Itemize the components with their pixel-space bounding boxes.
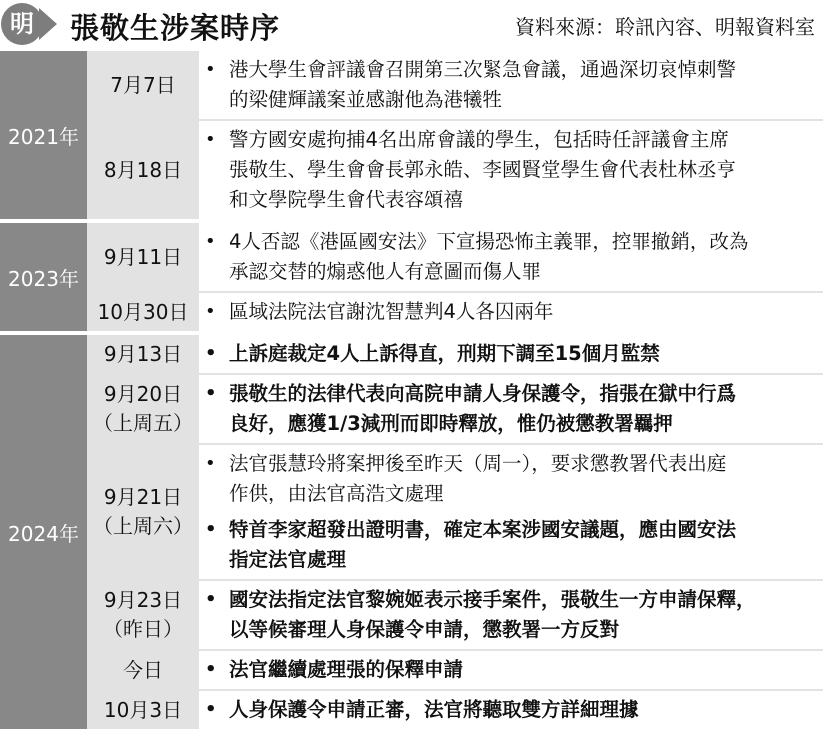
date-cell [89, 691, 197, 729]
year-label: 2024年 [0, 335, 87, 729]
date-label: （昨日） [103, 617, 183, 641]
date-label: 7月7日 [110, 72, 176, 97]
timeline-row [89, 445, 823, 579]
date-label: 9月20日 [103, 382, 183, 406]
date-cell [89, 581, 197, 649]
event-text [229, 55, 819, 115]
event-line: 警方國安處拘捕4名出席會議的學生，包括時任評議會主席 [229, 128, 729, 151]
event-line: 作供，由法官高浩文處理 [229, 482, 444, 505]
logo-char: 明 [1, 3, 43, 45]
timeline-row [89, 51, 823, 119]
bullet-icon: • [205, 129, 216, 150]
source-note: 資料來源：聆訊內容、明報資料室 [515, 15, 815, 39]
date-cell [89, 651, 197, 689]
event-text [229, 379, 819, 439]
event-item [199, 55, 823, 115]
ming-pao-logo-icon [1, 3, 59, 45]
event-line: 的梁健輝議案並感謝他為港犧牲 [229, 88, 503, 111]
bullet-icon: • [205, 301, 216, 322]
year-block [0, 335, 823, 729]
date-cell [89, 375, 197, 443]
date-label: 10月30日 [97, 299, 189, 324]
timeline-row [89, 651, 823, 689]
event-cell [199, 375, 823, 443]
bullet-icon: • [205, 59, 216, 80]
bullet-icon: • [205, 383, 217, 404]
timeline-row [89, 335, 823, 373]
date-cell [89, 293, 197, 331]
date-label: 9月13日 [103, 341, 183, 366]
event-cell [199, 651, 823, 689]
event-text [229, 449, 819, 509]
timeline-row [89, 121, 823, 219]
event-text [229, 585, 819, 645]
event-text [229, 227, 819, 287]
year-block [0, 51, 823, 219]
event-item [199, 585, 823, 645]
event-line: 和文學院學生會代表容頌禧 [229, 188, 464, 211]
event-line: 法官張慧玲將案押後至昨天（周一），要求懲教署代表出庭 [229, 452, 727, 475]
date-label: 9月21日 [103, 485, 183, 509]
event-line: 張敬生、學生會會長郭永皓、李國賢堂學生會代表杜林丞亨 [229, 158, 737, 181]
date-label: 10月3日 [103, 697, 183, 722]
date-cell [89, 223, 197, 291]
timeline-row [89, 581, 823, 649]
event-item [199, 339, 823, 369]
bullet-icon: • [205, 659, 217, 680]
event-item [199, 515, 823, 575]
date-label: 9月11日 [103, 244, 183, 269]
event-text [229, 125, 819, 215]
event-cell [199, 691, 823, 729]
event-cell [199, 121, 823, 219]
event-text [229, 695, 819, 725]
event-line: 承認交替的煽惑他人有意圖而傷人罪 [229, 260, 542, 283]
event-cell [199, 51, 823, 119]
event-text [229, 339, 819, 369]
date-cell [89, 445, 197, 579]
bullet-icon: • [205, 453, 216, 474]
date-label: 8月18日 [103, 157, 183, 182]
event-line: 人身保護令申請正審，法官將聽取雙方詳細理據 [229, 698, 639, 721]
event-item [199, 379, 823, 439]
event-cell [199, 223, 823, 291]
event-line: 4人否認《港區國安法》下宣揚恐怖主義罪，控罪撤銷，改為 [229, 230, 749, 253]
event-item [199, 297, 823, 327]
event-line: 港大學生會評議會召開第三次緊急會議，通過深切哀悼刺警 [229, 58, 737, 81]
event-line: 以等候審理人身保護令申請，懲教署一方反對 [229, 618, 620, 641]
timeline-row [89, 223, 823, 291]
bullet-icon: • [205, 589, 217, 610]
bullet-icon: • [205, 699, 217, 720]
event-line: 國安法指定法官黎婉姬表示接手案件，張敬生一方申請保釋， [229, 588, 756, 611]
event-line: 特首李家超發出證明書，確定本案涉國安議題，應由國安法 [229, 518, 737, 541]
event-item [199, 655, 823, 685]
date-label: （上周六） [93, 514, 193, 538]
event-cell [199, 293, 823, 331]
year-label: 2023年 [0, 223, 87, 331]
event-line: 法官繼續處理張的保釋申請 [229, 658, 464, 681]
date-label: 今日 [123, 657, 163, 682]
date-cell [89, 121, 197, 219]
date-cell [89, 335, 197, 373]
bullet-icon: • [205, 343, 217, 364]
year-block [0, 223, 823, 331]
event-line: 上訴庭裁定4人上訴得直，刑期下調至15個月監禁 [229, 342, 660, 365]
header [0, 0, 823, 50]
event-text [229, 655, 819, 685]
event-item [199, 227, 823, 287]
bullet-icon: • [205, 519, 217, 540]
date-cell [89, 51, 197, 119]
event-cell [199, 445, 823, 579]
event-text [229, 515, 819, 575]
page-title: 張敬生涉案時序 [70, 11, 281, 45]
timeline-row [89, 293, 823, 331]
event-text [229, 297, 819, 327]
event-item [199, 695, 823, 725]
event-item [199, 125, 823, 215]
timeline-row [89, 375, 823, 443]
bullet-icon: • [205, 231, 216, 252]
year-label: 2021年 [0, 51, 87, 219]
date-label: 9月23日 [103, 588, 183, 612]
timeline-row [89, 691, 823, 729]
event-line: 區域法院法官謝沈智慧判4人各囚兩年 [229, 300, 554, 323]
event-cell [199, 581, 823, 649]
event-item [199, 449, 823, 509]
date-label: （上周五） [93, 411, 193, 435]
event-line: 指定法官處理 [229, 548, 347, 571]
event-line: 良好，應獲1/3減刑而即時釋放，惟仍被懲教署羈押 [229, 412, 673, 435]
event-line: 張敬生的法律代表向高院申請人身保護令，指張在獄中行爲 [229, 382, 737, 405]
event-cell [199, 335, 823, 373]
